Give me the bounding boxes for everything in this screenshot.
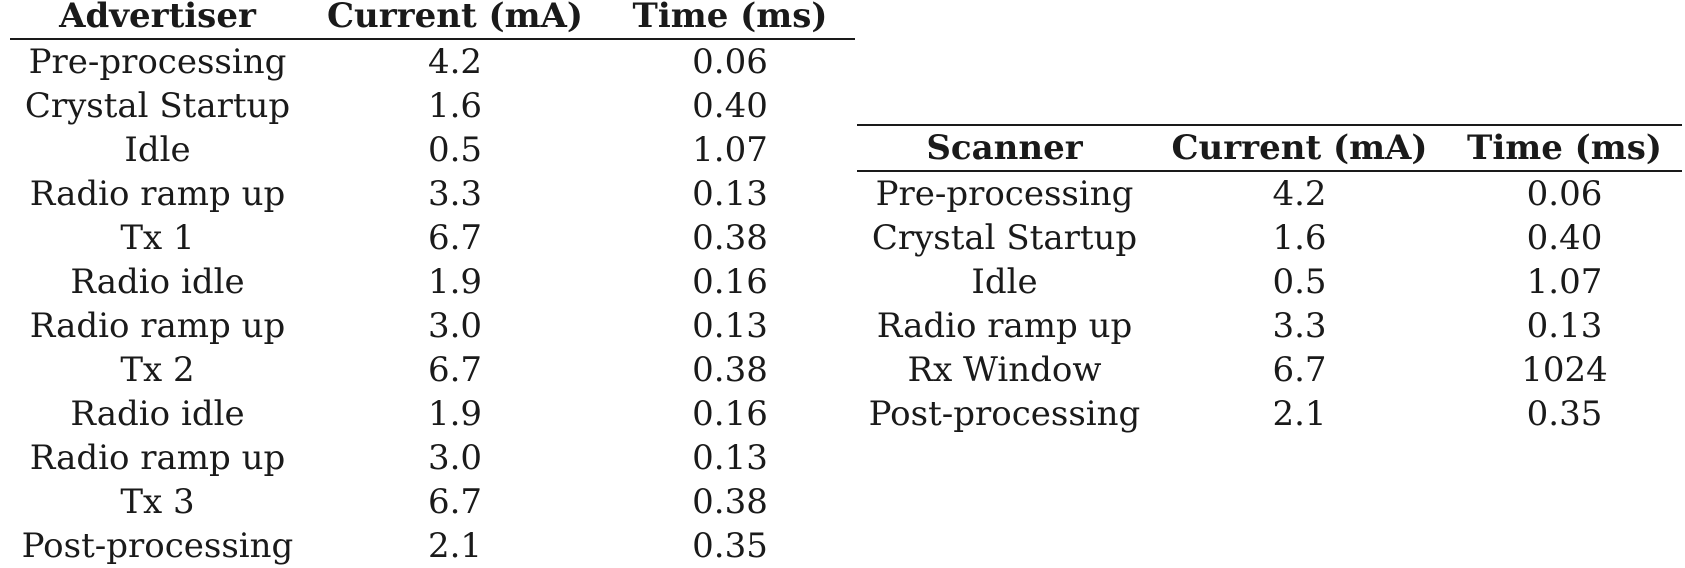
table-row xyxy=(10,304,855,348)
column-header-current: Current (mA) xyxy=(305,0,605,39)
current-cell: 3.0 xyxy=(427,438,483,478)
time-cell: 0.16 xyxy=(692,394,768,434)
advertiser-table xyxy=(10,0,855,568)
current-cell: 6.7 xyxy=(427,350,483,390)
time-cell: 0.13 xyxy=(692,438,768,478)
stage-cell: Idle xyxy=(124,130,191,170)
time-cell: 1.07 xyxy=(692,130,768,170)
stage-cell: Rx Window xyxy=(907,350,1102,390)
stage-cell: Radio ramp up xyxy=(29,438,286,478)
table-row xyxy=(857,348,1682,392)
time-cell: 0.35 xyxy=(692,526,768,566)
time-cell: 0.13 xyxy=(692,306,768,346)
current-cell: 1.6 xyxy=(1272,218,1327,258)
stage-cell: Pre-processing xyxy=(28,42,287,82)
table-row xyxy=(10,392,855,436)
time-cell: 0.38 xyxy=(692,218,768,258)
time-cell: 1.07 xyxy=(1526,262,1603,302)
column-header-stage: Advertiser xyxy=(10,0,305,39)
table-row xyxy=(857,171,1682,216)
current-cell: 1.9 xyxy=(427,262,483,302)
table-row xyxy=(10,84,855,128)
table-row xyxy=(10,260,855,304)
current-cell: 4.2 xyxy=(1272,174,1327,214)
table-row xyxy=(10,216,855,260)
stage-cell: Tx 1 xyxy=(120,218,195,258)
stage-cell: Radio ramp up xyxy=(876,306,1133,346)
stage-cell: Crystal Startup xyxy=(871,218,1138,258)
time-cell: 0.40 xyxy=(692,86,768,126)
table-row xyxy=(10,172,855,216)
table-row xyxy=(10,524,855,568)
column-header-current: Current (mA) xyxy=(1152,125,1447,171)
table-row xyxy=(857,304,1682,348)
time-cell: 0.16 xyxy=(692,262,768,302)
header-row xyxy=(857,125,1682,171)
column-header-time: Time (ms) xyxy=(1447,125,1682,171)
current-cell: 2.1 xyxy=(427,526,483,566)
time-cell: 0.13 xyxy=(692,174,768,214)
time-cell: 1024 xyxy=(1521,350,1608,390)
stage-cell: Idle xyxy=(971,262,1038,302)
column-header-time: Time (ms) xyxy=(605,0,855,39)
time-cell: 0.38 xyxy=(692,350,768,390)
stage-cell: Radio idle xyxy=(70,262,245,302)
table-row xyxy=(10,436,855,480)
current-cell: 1.9 xyxy=(427,394,483,434)
current-cell: 6.7 xyxy=(1272,350,1327,390)
time-cell: 0.06 xyxy=(1526,174,1603,214)
table-row xyxy=(10,39,855,84)
table-row xyxy=(857,260,1682,304)
stage-cell: Post-processing xyxy=(21,526,294,566)
current-cell: 0.5 xyxy=(1272,262,1327,302)
table-row xyxy=(10,128,855,172)
stage-cell: Radio ramp up xyxy=(29,306,286,346)
current-cell: 3.3 xyxy=(427,174,483,214)
current-cell: 2.1 xyxy=(1272,394,1327,434)
scanner-table-header xyxy=(857,125,1682,171)
stage-cell: Radio ramp up xyxy=(29,174,286,214)
stage-cell: Tx 2 xyxy=(120,350,195,390)
stage-cell: Radio idle xyxy=(70,394,245,434)
advertiser-table-header xyxy=(10,0,855,39)
stage-cell: Post-processing xyxy=(868,394,1141,434)
scanner-table xyxy=(857,124,1682,436)
table-row xyxy=(10,480,855,524)
current-cell: 6.7 xyxy=(427,218,483,258)
time-cell: 0.35 xyxy=(1526,394,1603,434)
time-cell: 0.38 xyxy=(692,482,768,522)
stage-cell: Crystal Startup xyxy=(24,86,291,126)
time-cell: 0.06 xyxy=(692,42,768,82)
stage-cell: Pre-processing xyxy=(875,174,1134,214)
current-cell: 0.5 xyxy=(427,130,483,170)
advertiser-table-body xyxy=(10,39,855,568)
table-row xyxy=(10,348,855,392)
current-cell: 4.2 xyxy=(427,42,483,82)
header-row xyxy=(10,0,855,39)
current-cell: 3.0 xyxy=(427,306,483,346)
stage-cell: Tx 3 xyxy=(120,482,195,522)
table-row xyxy=(857,216,1682,260)
current-cell: 1.6 xyxy=(427,86,483,126)
current-cell: 3.3 xyxy=(1272,306,1327,346)
current-cell: 6.7 xyxy=(427,482,483,522)
table-row xyxy=(857,392,1682,436)
column-header-stage: Scanner xyxy=(857,125,1152,171)
time-cell: 0.40 xyxy=(1526,218,1603,258)
scanner-table-body xyxy=(857,171,1682,436)
time-cell: 0.13 xyxy=(1526,306,1603,346)
